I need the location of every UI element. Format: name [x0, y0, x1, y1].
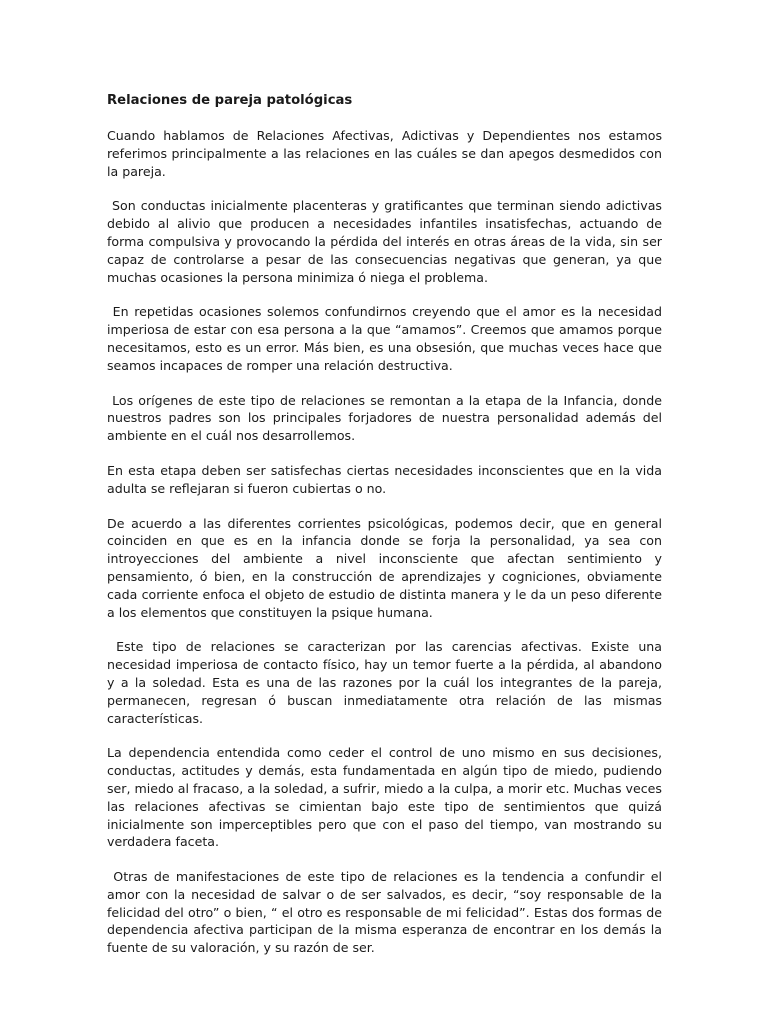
- paragraph-2: Son conductas inicialmente placenteras y gratificantes que terminan siendo adictivas debido al alivio que producen a necesidades infantiles insatisfechas, actuando de forma compulsiva y provocando la pérdida del interés en otras áreas de la vida, sin ser capaz de controlarse a pesar de las consecuencias negativas que generan, ya que muchas ocasiones la persona minimiza ó niega el problema.: [107, 198, 667, 285]
- paragraph-9: Otras de manifestaciones de este tipo de relaciones es la tendencia a confundir el amor con la necesidad de salvar o de ser salvados, es decir, “soy responsable de la felicidad del otro” o bien, “ el otro es responsable de mi felicidad”. Estas dos formas de dependencia afectiva participan de la misma esperanza de encontrar en los demás la fuente de su valoración, y su razón de ser.: [107, 869, 667, 956]
- paragraph-6: De acuerdo a las diferentes corrientes psicológicas, podemos decir, que en general coinciden en que es en la infancia donde se forja la personalidad, ya sea con introyecciones del ambiente a nivel inconsciente que afectan sentimiento y pensamiento, ó bien, en la construcción de aprendizajes y cogniciones, obviamente cada corriente enfoca el objeto de estudio de distinta manera y le da un peso diferente a los elementos que constituyen la psique humana.: [107, 515, 667, 620]
- document-page: [107, 92, 667, 974]
- paragraph-8: La dependencia entendida como ceder el control de uno mismo en sus decisiones, conductas, actitudes y demás, esta fundamentada en algún tipo de miedo, pudiendo ser, miedo al fracaso, a la soledad, a sufrir, miedo a la culpa, a morir etc. Muchas veces las relaciones afectivas se cimientan bajo este tipo de sentimientos que quizá inicialmente son imperceptibles pero que con el paso del tiempo, van mostrando su verdadera faceta.: [107, 745, 667, 850]
- paragraph-5: En esta etapa deben ser satisfechas ciertas necesidades inconscientes que en la vida adulta se reflejaran si fueron cubiertas o no.: [107, 462, 667, 496]
- paragraph-7: Este tipo de relaciones se caracterizan por las carencias afectivas. Existe una necesidad imperiosa de contacto físico, hay un temor fuerte a la pérdida, al abandono y a la soledad. Esta es una de las razones por la cuál los integrantes de la pareja, permanecen, regresan ó buscan inmediatamente otra relación de las mismas características.: [107, 639, 667, 726]
- paragraph-4: Los orígenes de este tipo de relaciones se remontan a la etapa de la Infancia, donde nuestros padres son los principales forjadores de nuestra personalidad además del ambiente en el cuál nos desarrollemos.: [107, 392, 667, 444]
- document-title: Relaciones de pareja patológicas: [107, 93, 353, 108]
- paragraph-1: Cuando hablamos de Relaciones Afectivas, Adictivas y Dependientes nos estamos referimos principalmente a las relaciones en las cuáles se dan apegos desmedidos con la pareja.: [107, 128, 667, 179]
- paragraph-3: En repetidas ocasiones solemos confundirnos creyendo que el amor es la necesidad imperiosa de estar con esa persona a la que “amamos”. Creemos que amamos porque necesitamos, esto es un error. Más bien, es una obsesión, que muchas veces hace que seamos incapaces de romper una relación destructiva.: [107, 304, 667, 373]
